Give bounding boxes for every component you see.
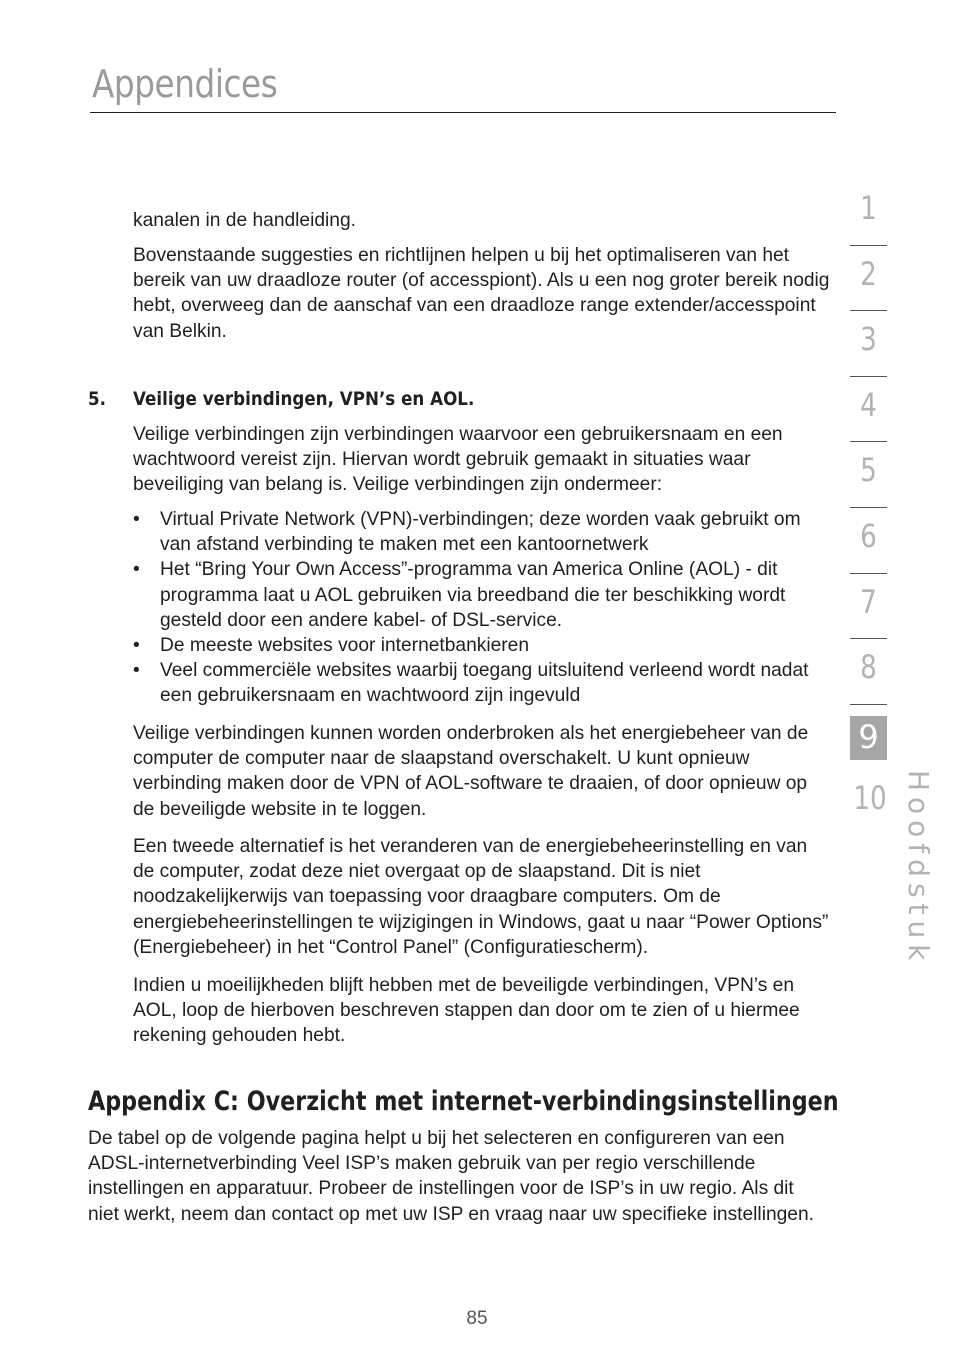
bullet-marker: • <box>133 559 140 581</box>
chapter-number: 7 <box>860 582 877 621</box>
chapter-number: 1 <box>860 189 877 227</box>
list-item-text: Veel commerciële websites waarbij toegang uitsluitend verleend wordt nadat een gebruikersnaam en wachtwoord zijn ingevuld <box>160 660 809 707</box>
section-paragraph-2: Veilige verbindingen kunnen worden onderbroken als het energiebeheer van de computer de computer naar de slaapstand overschakelt. U kunt opnieuw verbinding maken door de VPN of AOL-software te draaien, of door opnieuw op de beveiligde website in te loggen. <box>133 723 809 820</box>
chapter-tab-6[interactable] <box>850 508 887 574</box>
section-paragraph-1: Veilige verbindingen zijn verbindingen waarvoor een gebruikersnaam en een wachtwoord vereist zijn. Hiervan wordt gebruik gemaakt in situaties waar beveiliging van belang is. Veilige verbindingen zijn ondermeer: <box>133 424 783 496</box>
chapter-side-label <box>902 770 935 967</box>
chapter-tab-1[interactable] <box>850 180 887 246</box>
appendix-heading: Appendix C: Overzicht met internet-verbindingsinstellingen <box>88 1086 839 1117</box>
section-paragraph-3: Een tweede alternatief is het veranderen van de energiebeheerinstelling en van de computer, zodat deze niet overgaat op de slaapstand. Dit is niet noodzakelijkerwijs van toepassing voor draagbare computers. Om de energiebeheerinstellingen te wijzigingen in Windows, gaat u naar “Power Options” (Energiebeheer) in het “Control Panel” (Configuratiescherm). <box>133 836 829 958</box>
chapter-tab-2[interactable] <box>850 246 887 312</box>
page-number: 85 <box>466 1308 488 1329</box>
chapter-tab-8[interactable] <box>850 639 887 705</box>
list-item-text: Het “Bring Your Own Access”-programma van America Online (AOL) - dit programma laat u AOL gebruiken via breedband die ter beschikking wordt gesteld door een andere kabel- of DSL-service. <box>160 559 786 631</box>
list-item <box>133 633 833 658</box>
list-item-text: Virtual Private Network (VPN)-verbindingen; deze worden vaak gebruikt om van afstand verbinding te maken met een kantoornetwerk <box>160 509 801 556</box>
chapter-number: 3 <box>860 320 877 359</box>
header-divider <box>90 112 836 113</box>
section-paragraph-4: Indien u moeilijkheden blijft hebben met de beveiligde verbindingen, VPN’s en AOL, loop de hierboven beschreven stappen dan door om te zien of u hiermee rekening gehouden hebt. <box>133 975 800 1047</box>
list-item <box>133 557 833 633</box>
page-header-title: Appendices <box>92 62 278 106</box>
section-number: 5. <box>88 388 106 410</box>
chapter-divider <box>850 704 887 705</box>
bullet-marker: • <box>133 635 140 657</box>
chapter-tab-5[interactable] <box>850 442 887 508</box>
chapter-tab-10[interactable] <box>850 770 887 836</box>
list-item <box>133 507 833 557</box>
list-item-text: De meeste websites voor internetbankieren <box>160 635 530 657</box>
list-item <box>133 658 833 708</box>
intro-paragraph: Bovenstaande suggesties en richtlijnen helpen u bij het optimaliseren van het bereik van uw draadloze router (of accesspiont). Als u een nog groter bereik nodig hebt, overweeg dan de aanschaf van een draadloze range extender/accesspoint van Belkin. <box>133 245 830 342</box>
chapter-number: 8 <box>860 648 877 687</box>
chapter-number-active: 9 <box>858 718 879 756</box>
chapter-number: 5 <box>860 451 877 490</box>
bullet-marker: • <box>133 660 140 682</box>
chapter-tab-7[interactable] <box>850 574 887 640</box>
chapter-number: 2 <box>860 254 877 293</box>
appendix-paragraph: De tabel op de volgende pagina helpt u bij het selecteren en configureren van een ADSL-internetverbinding Veel ISP’s maken gebruik van per regio verschillende instellingen en apparatuur. Probeer de instellingen voor de ISP’s in uw regio. Als dit niet werkt, neem dan contact op met uw ISP en vraag naar uw specifieke instellingen. <box>88 1128 814 1225</box>
intro-line: kanalen in de handleiding. <box>133 210 356 231</box>
chapter-number: 10 <box>853 779 887 818</box>
chapter-number: 6 <box>860 516 877 555</box>
bullet-list <box>133 507 833 709</box>
chapter-number: 4 <box>860 385 877 424</box>
bullet-marker: • <box>133 509 140 530</box>
chapter-side-label-text: Hoofdstuk <box>902 770 935 967</box>
section-title: Veilige verbindingen, VPN’s en AOL. <box>133 388 475 410</box>
chapter-tab-4[interactable] <box>850 377 887 443</box>
chapter-tab-3[interactable] <box>850 311 887 377</box>
